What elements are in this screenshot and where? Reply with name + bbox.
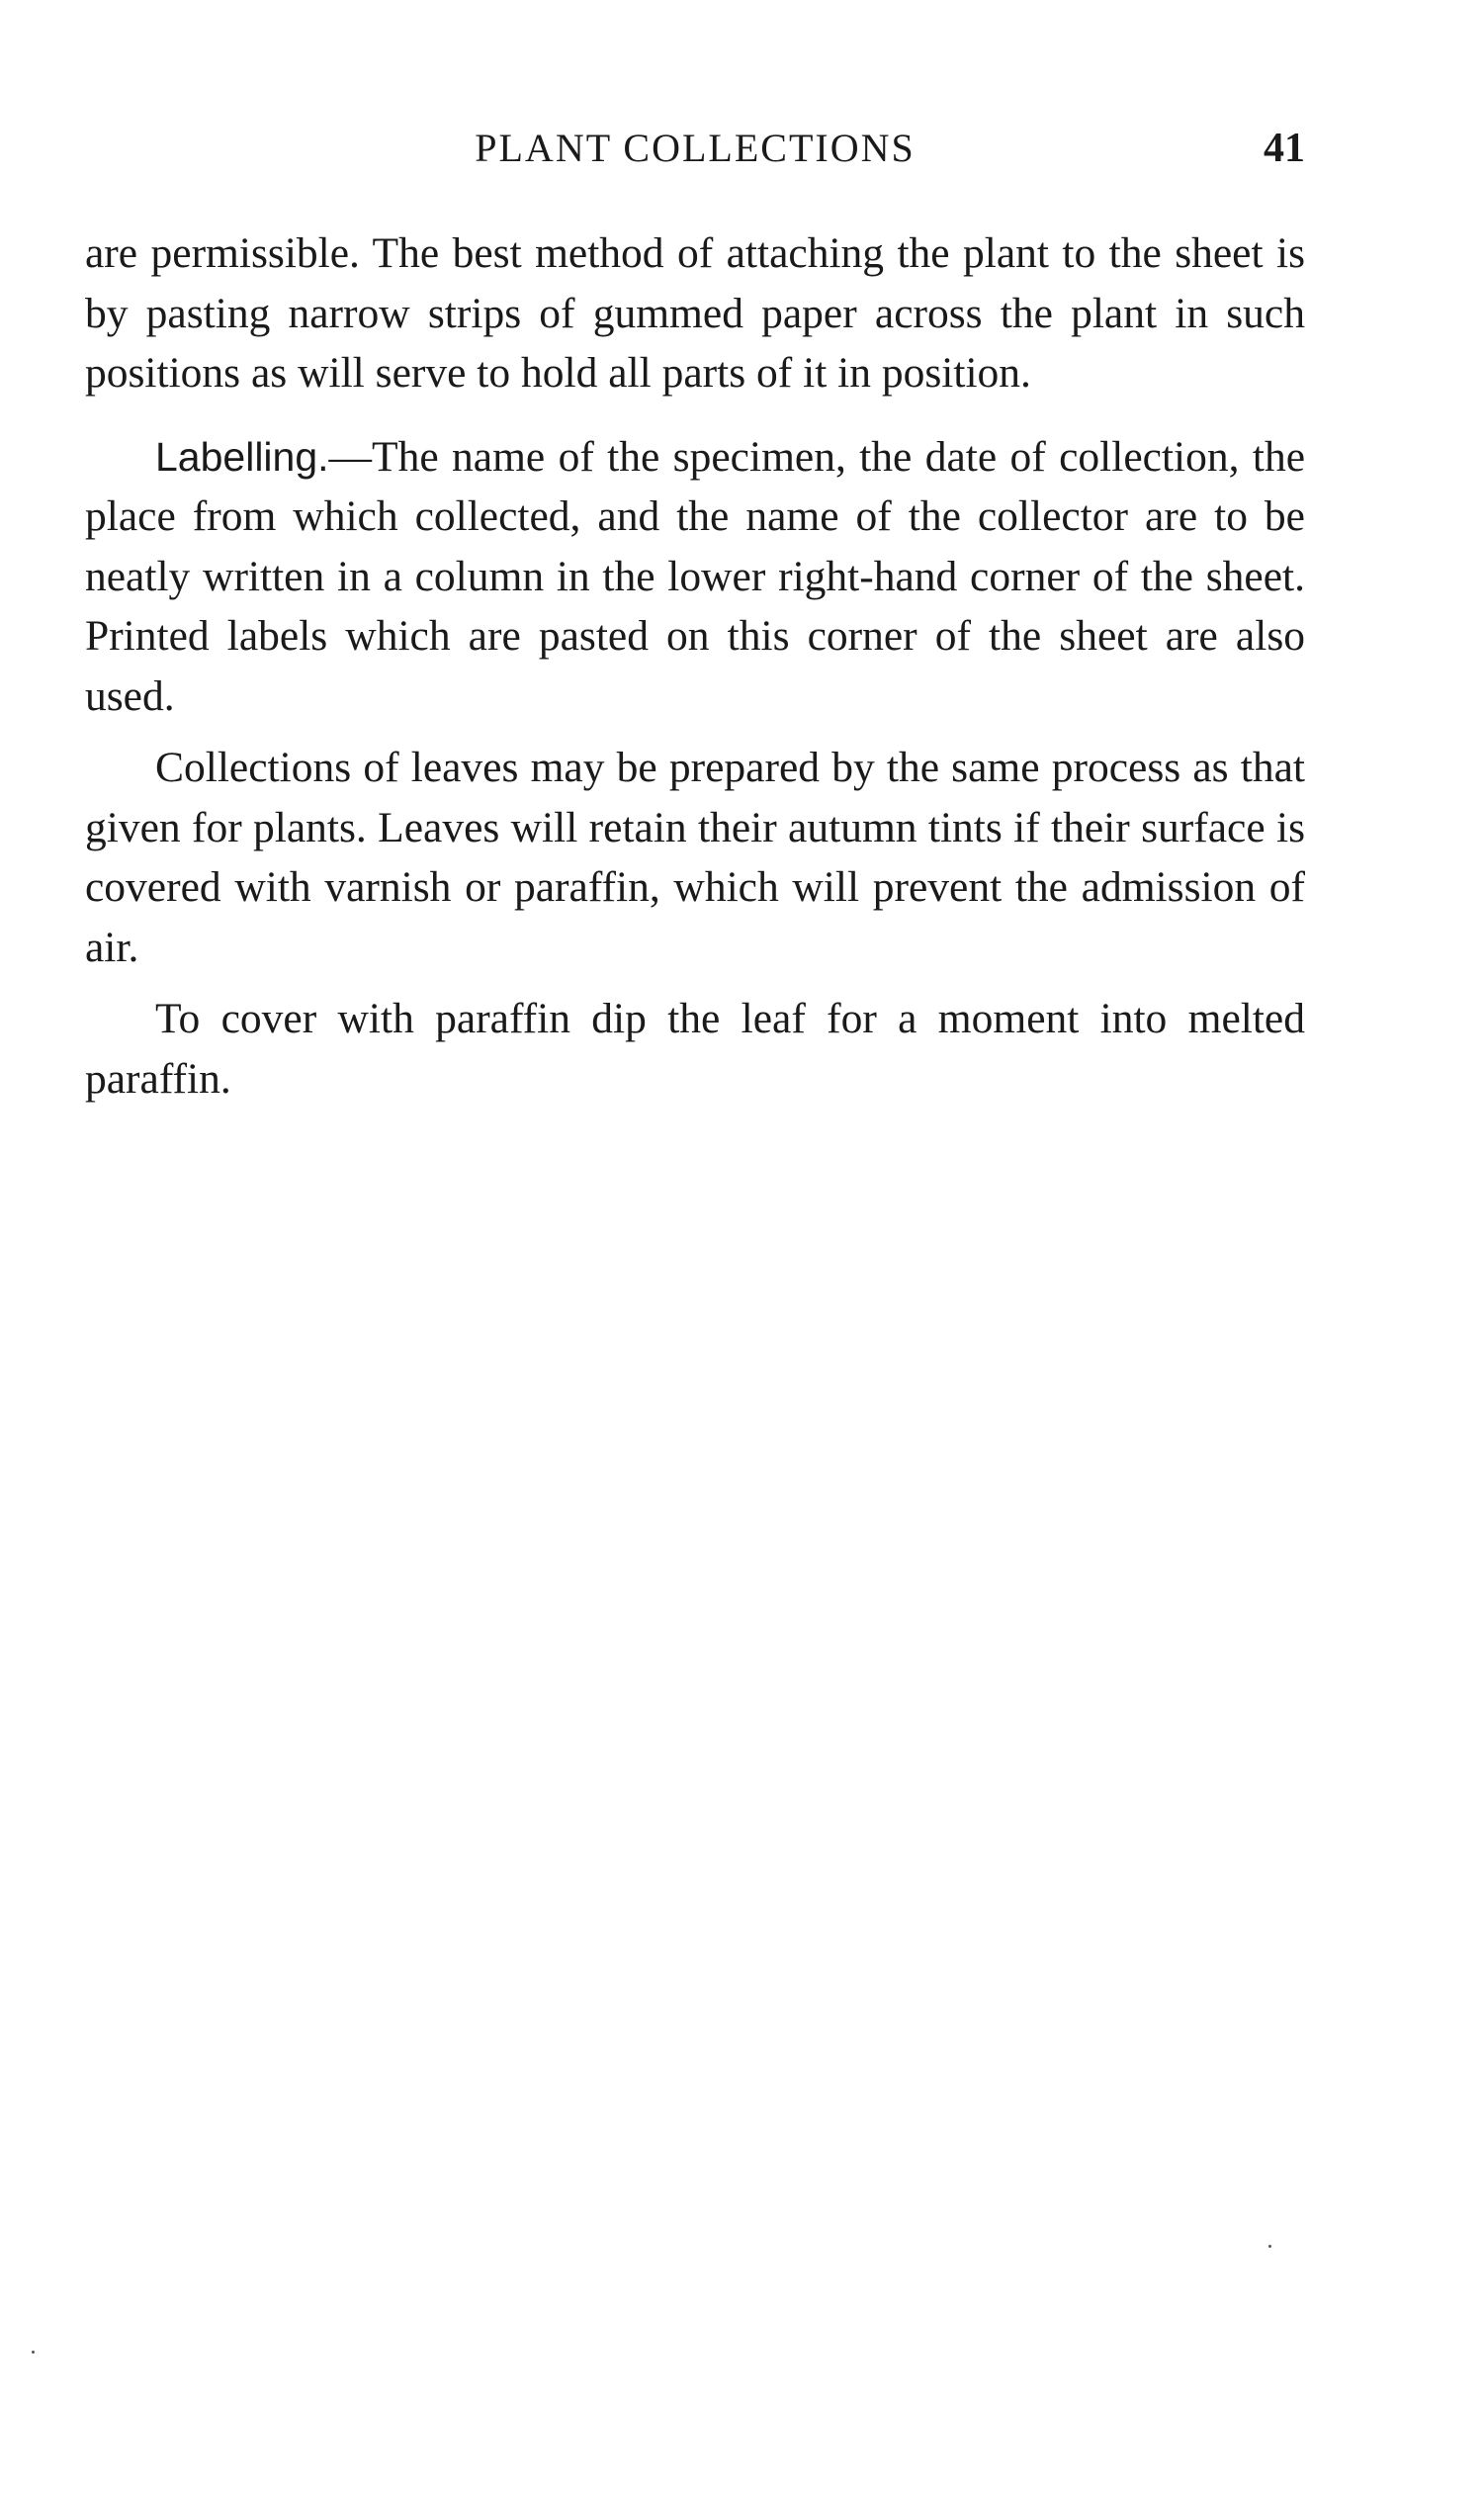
paper-speck — [32, 2351, 35, 2354]
paragraph-continuation: are permissible. The best method of attaching the plant to the sheet is by pasting narrow strips of gummed paper across the plant in such positions as will serve to hold all parts of it in position. — [85, 229, 1305, 397]
paragraph-labelling — [85, 427, 1305, 727]
running-head — [85, 119, 1305, 178]
body-text — [85, 223, 1305, 1109]
paragraph-leaf-collections: Collections of leaves may be prepared by the same process as that given for plants. Leaves will retain their autumn tints if their surface is covered with varnish or paraffin, which will prevent the admission of air. — [85, 744, 1305, 971]
running-title: PLANT COLLECTIONS — [475, 126, 916, 170]
paragraph-paraffin: To cover with paraffin dip the leaf for a moment into melted paraffin. — [85, 995, 1305, 1103]
labelling-text: —The name of the specimen, the date of collection, the place from which collected, and the name of the collector are to be neatly written in a column in the lower right-hand corner of the sheet. Printed labels which are pasted on this corner of the sheet are also used. — [85, 432, 1305, 720]
paper-speck — [1268, 2245, 1271, 2248]
page-number: 41 — [1264, 126, 1305, 171]
labelling-heading: Labelling. — [155, 433, 329, 480]
